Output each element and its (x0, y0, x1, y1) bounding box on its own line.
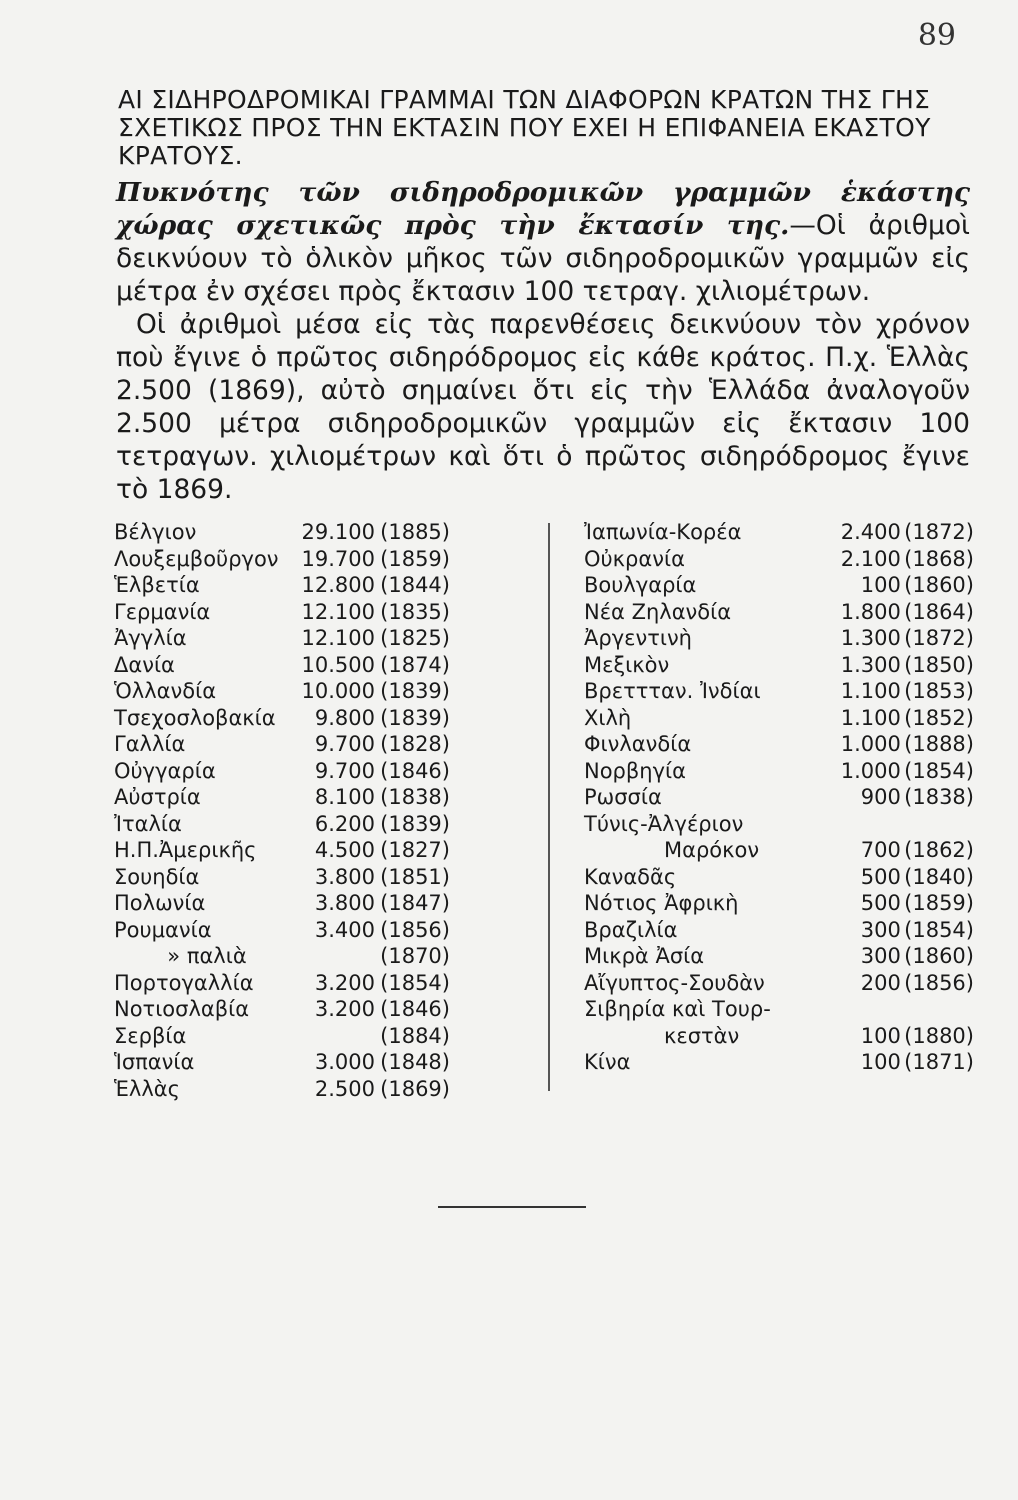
table-row (584, 625, 974, 652)
table-row (584, 837, 974, 864)
table-row (114, 917, 450, 944)
table-row (584, 705, 974, 732)
cell-year: (1835) (380, 599, 450, 624)
table-row (114, 1076, 450, 1103)
cell-value: 300 (860, 917, 901, 942)
cell-year: (1828) (380, 732, 450, 756)
cell-year: (1840) (904, 864, 974, 889)
cell-year: (1872) (904, 626, 974, 650)
table-row (114, 890, 450, 917)
bottom-rule (438, 1206, 586, 1208)
table-row (114, 519, 450, 546)
cell-value: 2.100 (840, 546, 901, 571)
table-row (584, 1049, 974, 1076)
cell-country: » παλιὰ (167, 944, 247, 968)
cell-country: Κίνα (584, 1050, 631, 1074)
cell-country: Βουλγαρία (584, 573, 697, 597)
cell-year: (1884) (380, 1023, 450, 1048)
table-row (114, 652, 450, 679)
cell-value: 29.100 (301, 520, 375, 544)
cell-value: 300 (860, 944, 901, 968)
cell-country: Οὐγγαρία (114, 758, 216, 783)
body-text (116, 176, 970, 506)
cell-country: Ἰταλία (114, 811, 182, 836)
cell-country: Ἀγγλία (114, 626, 187, 650)
cell-year: (1839) (380, 679, 450, 703)
cell-year: (1851) (380, 864, 450, 889)
cell-value: 9.800 (314, 705, 375, 730)
table-row (584, 652, 974, 679)
table-row (584, 943, 974, 970)
cell-value: 3.400 (314, 917, 375, 942)
cell-country: Πορτογαλλία (114, 970, 254, 995)
paragraph-1 (116, 176, 970, 308)
cell-country: Καναδᾶς (584, 864, 677, 889)
cell-year: (1856) (380, 917, 450, 942)
cell-year: (1859) (904, 891, 974, 915)
table-row (114, 599, 450, 626)
cell-value: 4.500 (314, 838, 375, 862)
table-row (584, 996, 974, 1023)
cell-country: Νότιος Ἀφρικὴ (584, 891, 739, 915)
cell-year: (1846) (380, 997, 450, 1021)
table-row (114, 625, 450, 652)
cell-value: 1.300 (840, 626, 901, 650)
cell-country: Ἀργεντινὴ (584, 626, 692, 650)
cell-country: Φινλανδία (584, 732, 692, 756)
paragraph-1-text: —Οἱ ἀριθμοὶ δεικνύουν τὸ ὁλικὸν μῆκος τῶν σιδηροδρομικῶν γραμμῶν εἰς μέτρα ἐν σχέσει πρὸς ἔκτασιν 100 τετραγ. χιλιομέτρων. (116, 210, 971, 307)
cell-country: Αἴγυπτος-Σουδὰν (584, 970, 765, 995)
cell-value: 1.000 (840, 732, 901, 756)
cell-value: 3.000 (314, 1050, 375, 1074)
cell-value: 10.000 (301, 679, 375, 703)
cell-country: Βέλγιον (114, 520, 197, 544)
cell-country: Μεξικὸν (584, 652, 670, 677)
cell-country: Ἰαπωνία-Κορέα (584, 520, 742, 544)
table-row (114, 970, 450, 997)
cell-value: 200 (860, 970, 901, 995)
cell-value: 1.100 (840, 705, 901, 730)
cell-country: Δανία (114, 652, 175, 677)
cell-country: Ἑλλὰς (114, 1076, 180, 1101)
cell-year: (1864) (904, 599, 974, 624)
cell-year (901, 811, 974, 838)
cell-country: Αὐστρία (114, 785, 201, 809)
cell-year: (1868) (904, 546, 974, 571)
cell-year: (1853) (904, 679, 974, 703)
cell-value (300, 943, 375, 970)
cell-value: 8.100 (314, 785, 375, 809)
cell-country: Πολωνία (114, 891, 206, 915)
table-row (114, 1049, 450, 1076)
cell-value (833, 996, 901, 1023)
cell-country: Λουξεμβοῦργον (114, 546, 279, 571)
table-row (114, 864, 450, 891)
cell-country: Βραζιλία (584, 917, 678, 942)
cell-value: 1.000 (840, 758, 901, 783)
cell-year: (1847) (380, 891, 450, 915)
cell-year: (1827) (380, 838, 450, 862)
cell-year: (1860) (904, 944, 974, 968)
table-row (584, 519, 974, 546)
cell-value: 900 (860, 785, 901, 809)
table-row (584, 917, 974, 944)
table-row (584, 784, 974, 811)
cell-value: 500 (860, 891, 901, 915)
table-row (114, 572, 450, 599)
cell-value: 2.400 (840, 520, 901, 544)
cell-country: Ρωσσία (584, 785, 662, 809)
table-row (584, 731, 974, 758)
cell-value: 100 (860, 1023, 901, 1048)
table-row (114, 784, 450, 811)
cell-country: Ρουμανία (114, 917, 212, 942)
cell-value: 100 (860, 1050, 901, 1074)
cell-year: (1839) (380, 705, 450, 730)
table-row (114, 1023, 450, 1050)
cell-country: κεστὰν (664, 1023, 740, 1048)
cell-country: Τσεχοσλοβακία (114, 705, 276, 730)
cell-value: 12.100 (301, 599, 375, 624)
cell-value: 9.700 (314, 758, 375, 783)
paragraph-2: Οἱ ἀριθμοὶ μέσα εἰς τὰς παρενθέσεις δεικνύουν τὸν χρόνον ποὺ ἔγινε ὁ πρῶτος σιδηρόδρομος εἰς κάθε κράτος. Π.χ. Ἑλλὰς 2.500 (1869), αὐτὸ σημαίνει ὅτι εἰς τὴν Ἑλλάδα ἀναλογοῦν 2.500 μέτρα σιδηροδρομικῶν γραμμῶν εἰς ἔκτασιν 100 τετραγων. χιλιομέτρων καὶ ὅτι ὁ πρῶτος σιδηρόδρομος ἔγινε τὸ 1869. (116, 309, 970, 505)
cell-country: Η.Π.Ἀμερικῆς (114, 838, 257, 862)
table-row (584, 678, 974, 705)
cell-value: 6.200 (314, 811, 375, 836)
cell-country: Σερβία (114, 1023, 187, 1048)
cell-year: (1854) (904, 917, 974, 942)
cell-country: Νέα Ζηλανδία (584, 599, 732, 624)
cell-value (833, 811, 901, 838)
cell-country: Γαλλία (114, 732, 186, 756)
cell-value: 12.100 (301, 626, 375, 650)
cell-country: Τύνις-Ἀλγέριον (584, 811, 744, 836)
cell-value: 1.100 (840, 679, 901, 703)
cell-country: Οὐκρανία (584, 546, 685, 571)
cell-country: Γερμανία (114, 599, 211, 624)
cell-country: Ἑλβετία (114, 573, 200, 597)
table-row (584, 1023, 974, 1050)
cell-year: (1854) (904, 758, 974, 783)
railway-density-tables (114, 519, 974, 1099)
cell-country: Χιλὴ (584, 705, 632, 730)
table-row (114, 811, 450, 838)
cell-value: 19.700 (301, 546, 375, 571)
cell-value: 100 (860, 573, 901, 597)
cell-year: (1838) (904, 785, 974, 809)
cell-year: (1860) (904, 573, 974, 597)
cell-value: 10.500 (301, 652, 375, 677)
cell-value: 3.200 (314, 970, 375, 995)
cell-country: Νορβηγία (584, 758, 686, 783)
cell-year: (1850) (904, 652, 974, 677)
cell-year: (1825) (380, 626, 450, 650)
table-row (584, 572, 974, 599)
cell-year: (1856) (904, 970, 974, 995)
cell-year: (1859) (380, 546, 450, 571)
cell-value: 2.500 (314, 1076, 375, 1101)
cell-value: 500 (860, 864, 901, 889)
table-row (114, 837, 450, 864)
cell-value: 1.300 (840, 652, 901, 677)
cell-year: (1852) (904, 705, 974, 730)
cell-year: (1839) (380, 811, 450, 836)
table-row (584, 864, 974, 891)
table-row (584, 599, 974, 626)
cell-value: 3.800 (314, 891, 375, 915)
cell-country: Μαρόκον (664, 838, 760, 862)
table-row (114, 996, 450, 1023)
cell-value: 9.700 (314, 732, 375, 756)
cell-year: (1848) (380, 1050, 450, 1074)
cell-year: (1871) (904, 1050, 974, 1074)
cell-year: (1888) (904, 732, 974, 756)
column-divider (548, 523, 550, 1091)
cell-country: Μικρὰ Ἀσία (584, 944, 705, 968)
table-row (114, 731, 450, 758)
table-row (114, 758, 450, 785)
page-heading: ΑΙ ΣΙΔΗΡΟΔΡΟΜΙΚΑΙ ΓΡΑΜΜΑΙ ΤΩΝ ΔΙΑΦΟΡΩΝ ΚΡΑΤΩΝ ΤΗΣ ΓΗΣ ΣΧΕΤΙΚΩΣ ΠΡΟΣ ΤΗΝ ΕΚΤΑΣΙΝ ΠΟΥ ΕΧΕΙ Η ΕΠΙΦΑΝΕΙΑ ΕΚΑΣΤΟΥ ΚΡΑΤΟΥΣ. (118, 85, 931, 170)
cell-value: 3.200 (314, 997, 375, 1021)
cell-value: 700 (860, 838, 901, 862)
table-right (584, 519, 974, 1076)
table-row (114, 678, 450, 705)
cell-value: 12.800 (301, 573, 375, 597)
table-row (584, 970, 974, 997)
cell-year: (1869) (380, 1076, 450, 1101)
cell-year: (1872) (904, 520, 974, 544)
table-row (584, 890, 974, 917)
cell-value: 3.800 (314, 864, 375, 889)
cell-year: (1880) (904, 1023, 974, 1048)
cell-value (300, 1023, 375, 1050)
cell-country: Ἱσπανία (114, 1050, 195, 1074)
page-number: 89 (917, 18, 956, 53)
cell-year: (1885) (380, 520, 450, 544)
cell-year: (1844) (380, 573, 450, 597)
cell-country: Βρεττταν. Ἰνδίαι (584, 679, 761, 703)
cell-country: Νοτιοσλαβία (114, 997, 250, 1021)
cell-country: Ὁλλανδία (114, 679, 217, 703)
table-row (114, 705, 450, 732)
table-row (114, 546, 450, 573)
cell-country: Σιβηρία καὶ Τουρ- (584, 997, 771, 1021)
cell-year: (1854) (380, 970, 450, 995)
cell-year: (1846) (380, 758, 450, 783)
cell-year (901, 996, 974, 1023)
table-row (584, 546, 974, 573)
cell-year: (1862) (904, 838, 974, 862)
table-left (114, 519, 450, 1102)
section-title: Πυκνότης τῶν σιδηροδρομικῶν γραμμῶν ἑκάστης χώρας σχετικῶς πρὸς τὴν ἔκτασίν της. (116, 177, 970, 241)
cell-year: (1874) (380, 652, 450, 677)
table-row (584, 758, 974, 785)
cell-year: (1838) (380, 785, 450, 809)
table-row (114, 943, 450, 970)
cell-value: 1.800 (840, 599, 901, 624)
table-row (584, 811, 974, 838)
cell-year: (1870) (380, 944, 450, 968)
cell-country: Σουηδία (114, 864, 200, 889)
